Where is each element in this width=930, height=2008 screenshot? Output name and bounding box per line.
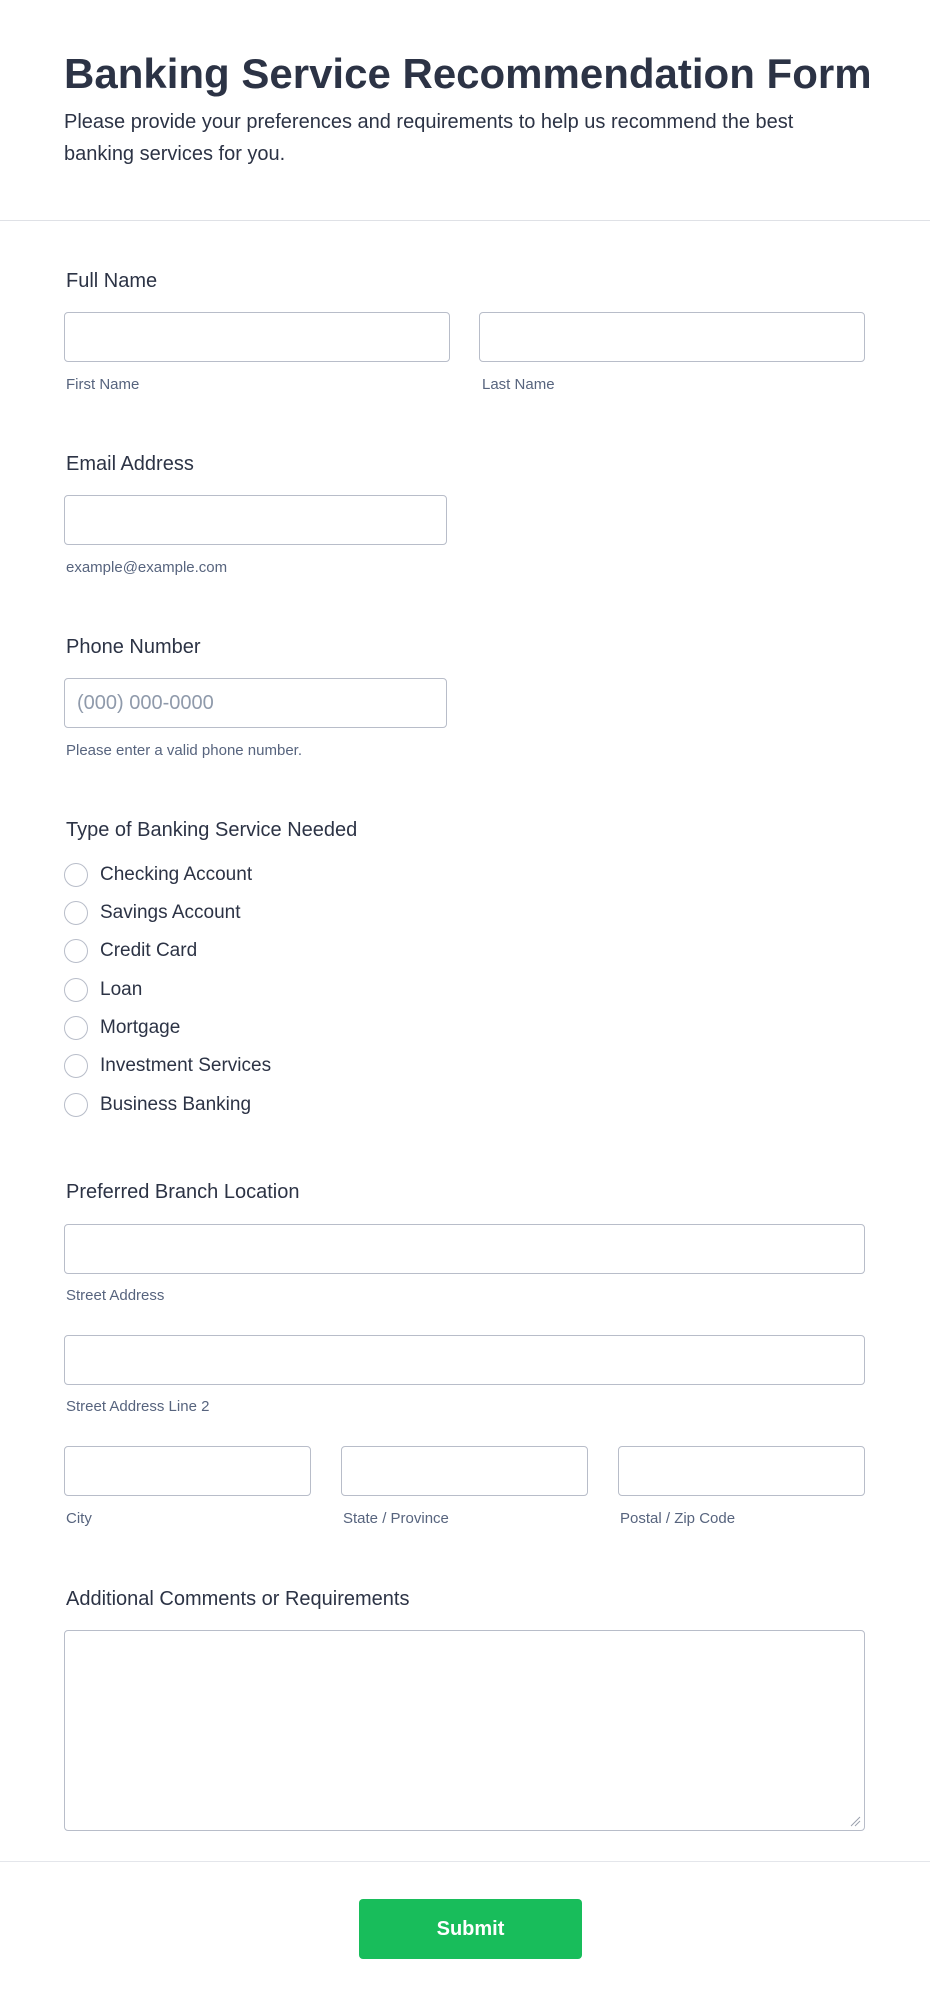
email-input[interactable] bbox=[64, 495, 447, 545]
state-input[interactable] bbox=[341, 1446, 588, 1496]
full-name-label: Full Name bbox=[66, 270, 158, 292]
radio-option-mortgage[interactable] bbox=[64, 1015, 180, 1041]
resize-handle-icon[interactable] bbox=[849, 1815, 861, 1827]
radio-option-label: Business Banking bbox=[100, 1094, 252, 1115]
phone-label: Phone Number bbox=[66, 636, 201, 658]
form-title: Banking Service Recommendation Form bbox=[64, 50, 872, 97]
radio-button[interactable] bbox=[64, 1054, 88, 1078]
branch-location-label: Preferred Branch Location bbox=[66, 1181, 300, 1203]
email-sublabel: example@example.com bbox=[66, 559, 228, 576]
street-address-input[interactable] bbox=[64, 1224, 865, 1274]
radio-option-investment[interactable] bbox=[64, 1053, 271, 1079]
radio-option-loan[interactable] bbox=[64, 977, 142, 1003]
street-address-line2-input[interactable] bbox=[64, 1335, 865, 1385]
radio-button[interactable] bbox=[64, 863, 88, 887]
last-name-input[interactable] bbox=[479, 312, 865, 362]
phone-sublabel: Please enter a valid phone number. bbox=[66, 742, 302, 759]
radio-option-label: Investment Services bbox=[100, 1055, 272, 1076]
form-header bbox=[0, 0, 930, 221]
radio-button[interactable] bbox=[64, 1016, 88, 1040]
radio-option-savings[interactable] bbox=[64, 900, 240, 926]
city-sublabel: City bbox=[66, 1510, 92, 1527]
street-address-sublabel: Street Address bbox=[66, 1287, 165, 1304]
radio-button[interactable] bbox=[64, 978, 88, 1002]
email-label: Email Address bbox=[66, 453, 194, 475]
city-input[interactable] bbox=[64, 1446, 311, 1496]
phone-input[interactable] bbox=[64, 678, 447, 728]
last-name-sublabel: Last Name bbox=[482, 376, 555, 393]
radio-option-label: Savings Account bbox=[100, 902, 241, 923]
zip-sublabel: Postal / Zip Code bbox=[620, 1510, 736, 1527]
radio-button[interactable] bbox=[64, 901, 88, 925]
first-name-sublabel: First Name bbox=[66, 376, 140, 393]
radio-button[interactable] bbox=[64, 1093, 88, 1117]
radio-option-label: Checking Account bbox=[100, 864, 253, 885]
comments-textarea[interactable] bbox=[64, 1630, 865, 1831]
radio-option-label: Credit Card bbox=[100, 940, 198, 961]
zip-input[interactable] bbox=[618, 1446, 865, 1496]
radio-button[interactable] bbox=[64, 939, 88, 963]
comments-label: Additional Comments or Requirements bbox=[66, 1588, 410, 1610]
submit-button[interactable]: Submit bbox=[359, 1899, 582, 1959]
radio-option-credit-card[interactable] bbox=[64, 938, 197, 964]
first-name-input[interactable] bbox=[64, 312, 450, 362]
service-type-label: Type of Banking Service Needed bbox=[66, 819, 358, 841]
state-sublabel: State / Province bbox=[343, 1510, 449, 1527]
radio-option-label: Mortgage bbox=[100, 1017, 181, 1038]
radio-option-checking[interactable] bbox=[64, 862, 252, 888]
footer-divider bbox=[0, 1861, 930, 1862]
street-address-line2-sublabel: Street Address Line 2 bbox=[66, 1398, 210, 1415]
form-subtitle: Please provide your preferences and requirements to help us recommend the best banking services for you. bbox=[64, 111, 794, 165]
radio-option-business[interactable] bbox=[64, 1092, 251, 1118]
radio-option-label: Loan bbox=[100, 979, 143, 1000]
